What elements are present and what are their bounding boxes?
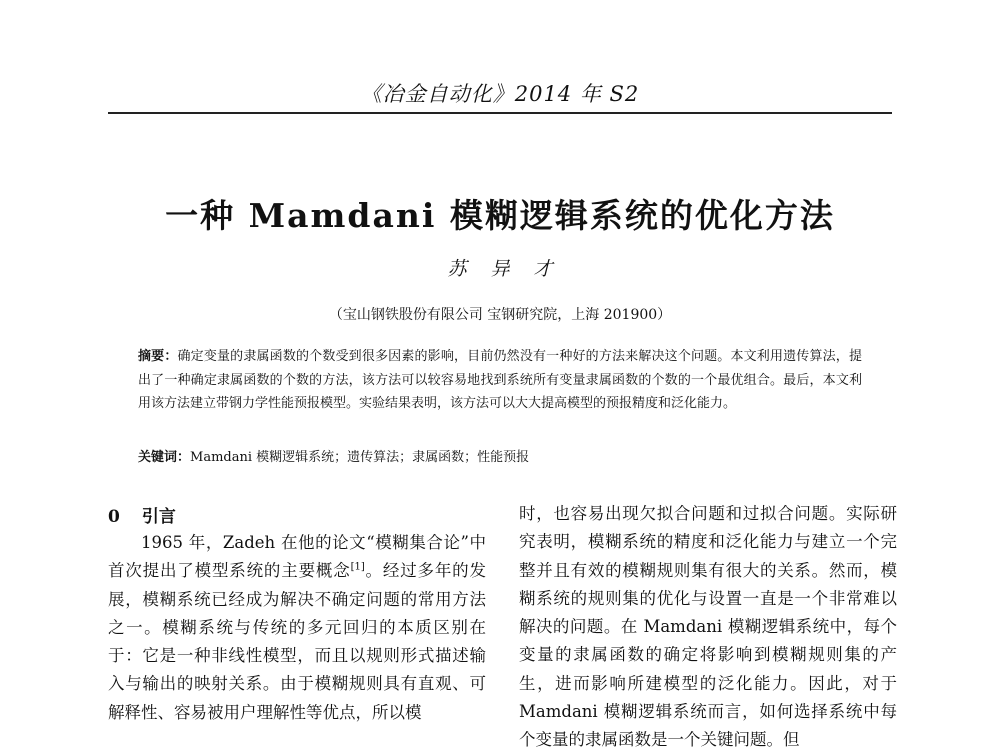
abstract [138,345,862,416]
header-rule [108,112,892,114]
body-left-text-1: 1965 年，Zadeh 在他的论文“模糊集合论”中首次提出了模型系统的主要概念 [108,533,486,581]
body-column-left [108,529,486,727]
body-left-text-2: 。经过多年的发展，模糊系统已经成为解决不确定问题的常用方法之一。模糊系统与传统的多元回归的本质区别在于：它是一种非线性模型，而且以规则形式描述输入与输出的映射关系。由于模糊规则具有直观、可解释性、容易被用户理解性等优点，所以模 [108,561,487,722]
keywords-text: Mamdani 模糊逻辑系统；遗传算法；隶属函数；性能预报 [190,450,530,465]
section-number: 0 [108,507,120,527]
section-heading [108,502,176,527]
paper-title: 一种 Mamdani 模糊逻辑系统的优化方法 [165,196,835,235]
keywords-label: 关键词： [138,450,191,465]
body-column-right: 时，也容易出现欠拟合问题和过拟合问题。实际研究表明，模糊系统的精度和泛化能力与建立一个完整并且有效的模糊规则集有很大的关系。然而，模糊系统的规则集的优化与设置一直是一个非常难以解决的问题。在 Mamdani 模糊逻辑系统中，每个变量的隶属函数的确定将影响到模糊规则集的产生，进而影响所建模型的泛化能力。因此，对于 Mamdani 模糊逻辑系统而言，如何选择系统中每个变量的隶属函数是一个关键问题。但 [519,504,897,750]
section-title: 引言 [141,507,176,527]
author-name: 苏 异 才 [447,258,553,280]
affiliation: （宝山钢铁股份有限公司 宝钢研究院，上海 201900） [328,307,672,323]
citation-ref: [1] [350,561,365,573]
abstract-text: 确定变量的隶属函数的个数受到很多因素的影响，目前仍然没有一种好的方法来解决这个问题。本文利用遗传算法，提出了一种确定隶属函数的个数的方法，该方法可以较容易地找到系统所有变量隶属函数的个数的一个最优组合。最后，本文利用该方法建立带钢力学性能预报模型。实验结果表明，该方法可以大大提高模型的预报精度和泛化能力。 [138,349,862,411]
abstract-label: 摘要： [138,349,178,364]
journal-header: 《冶金自动化》2014 年 S2 [360,82,640,106]
keywords [138,446,862,469]
